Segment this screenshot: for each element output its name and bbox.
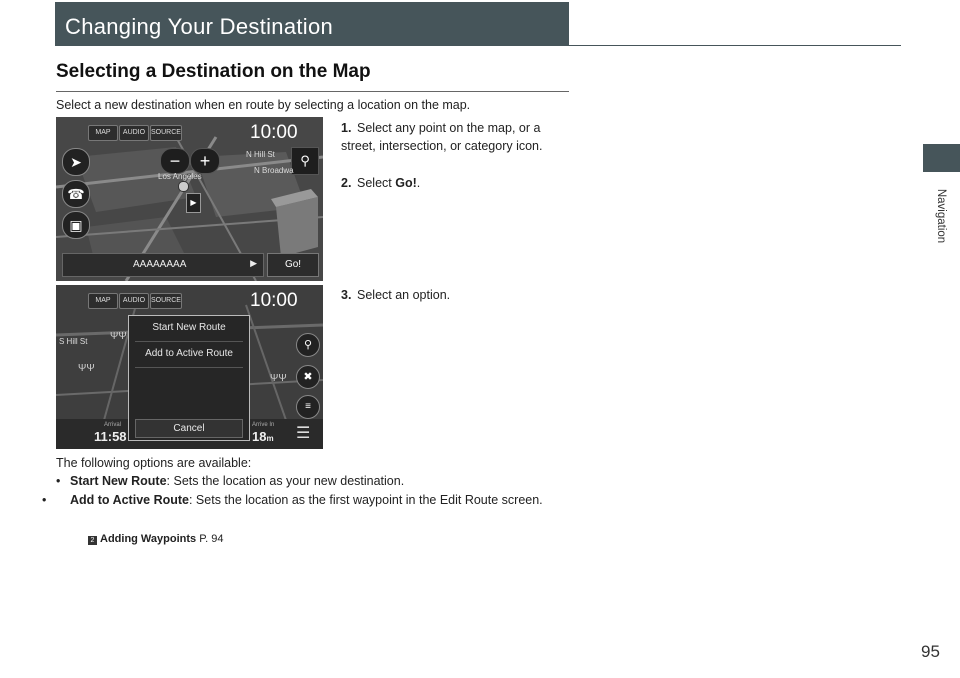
option-add-to-active-route: • Add to Active Route: Sets the location as the first waypoint in the Edit Route screen. [42,493,543,507]
section-title: Selecting a Destination on the Map [56,61,371,82]
chapter-title: Changing Your Destination [65,14,334,39]
cross-reference-link[interactable]: 2 Adding Waypoints P. 94 [88,529,223,547]
zoom-in-button[interactable]: + [190,148,220,174]
reference-arrow-icon: 2 [88,536,97,545]
cancel-route-icon[interactable]: ✖ [296,365,320,389]
map-street-label: N Hill St [246,150,275,159]
options-intro: The following options are available: [56,456,252,470]
route-name: AAAAAAAA [133,259,187,270]
options-screen [56,285,323,449]
restaurant-icon: ΨΨ [78,363,95,374]
menu-icon[interactable]: ☰ [296,425,311,442]
traffic-icon[interactable]: ≡ [296,395,320,419]
map-city-label: Los Angeles [158,172,202,181]
compass-icon[interactable]: ➤ [62,148,90,176]
step-2: 2. Select Go!. [341,176,421,190]
search-icon[interactable]: ⚲ [291,147,319,175]
add-to-active-route-option[interactable]: Add to Active Route [145,348,233,359]
tab-map[interactable]: MAP [88,293,118,309]
arrive-in-value: 18m [252,429,274,444]
step-1: 1. Select any point on the map, or a street, intersection, or category icon. [341,121,543,153]
map-street-label: S Hill St [59,337,88,346]
go-button[interactable]: Go! [267,253,319,277]
search-icon[interactable]: ⚲ [296,333,320,357]
tab-source[interactable]: SOURCE [150,293,182,309]
side-section-label: Navigation [935,188,947,244]
chapter-rule [569,45,901,46]
zoom-out-button[interactable]: − [160,148,190,174]
divider [135,367,243,368]
phone-icon[interactable]: ☎ [62,180,90,208]
start-new-route-option[interactable]: Start New Route [152,322,226,333]
restaurant-icon: ΨΨ [110,331,127,342]
map-screen [56,117,323,281]
clock: 10:00 [250,290,298,311]
arrival-time: 11:58 [94,429,127,444]
clock: 10:00 [250,122,298,143]
option-start-new-route: • Start New Route: Sets the location as your new destination. [56,474,405,488]
chevron-right-icon: ▶ [250,258,257,268]
tab-audio[interactable]: AUDIO [119,125,149,141]
cancel-button[interactable]: Cancel [135,419,243,438]
section-rule [56,91,569,92]
restaurant-icon: ΨΨ [270,373,287,384]
tab-source[interactable]: SOURCE [150,125,182,141]
arrive-in-label: Arrive In [252,422,275,428]
intro-text: Select a new destination when en route by selecting a location on the map. [56,98,471,112]
side-tab-marker [923,144,960,172]
destination-flag-icon[interactable]: ▶ [186,193,201,213]
map-street-label: N Broadwa [254,166,294,175]
page-number: 95 [921,642,940,661]
divider [135,341,243,342]
route-name-bar[interactable] [62,253,264,277]
location-pin-icon[interactable] [178,181,189,192]
map-view-icon[interactable]: ▣ [62,211,90,239]
step-3: 3. Select an option. [341,288,451,302]
arrival-label: Arrival [104,422,122,428]
tab-audio[interactable]: AUDIO [119,293,149,309]
tab-map[interactable]: MAP [88,125,118,141]
options-popup [128,315,250,441]
